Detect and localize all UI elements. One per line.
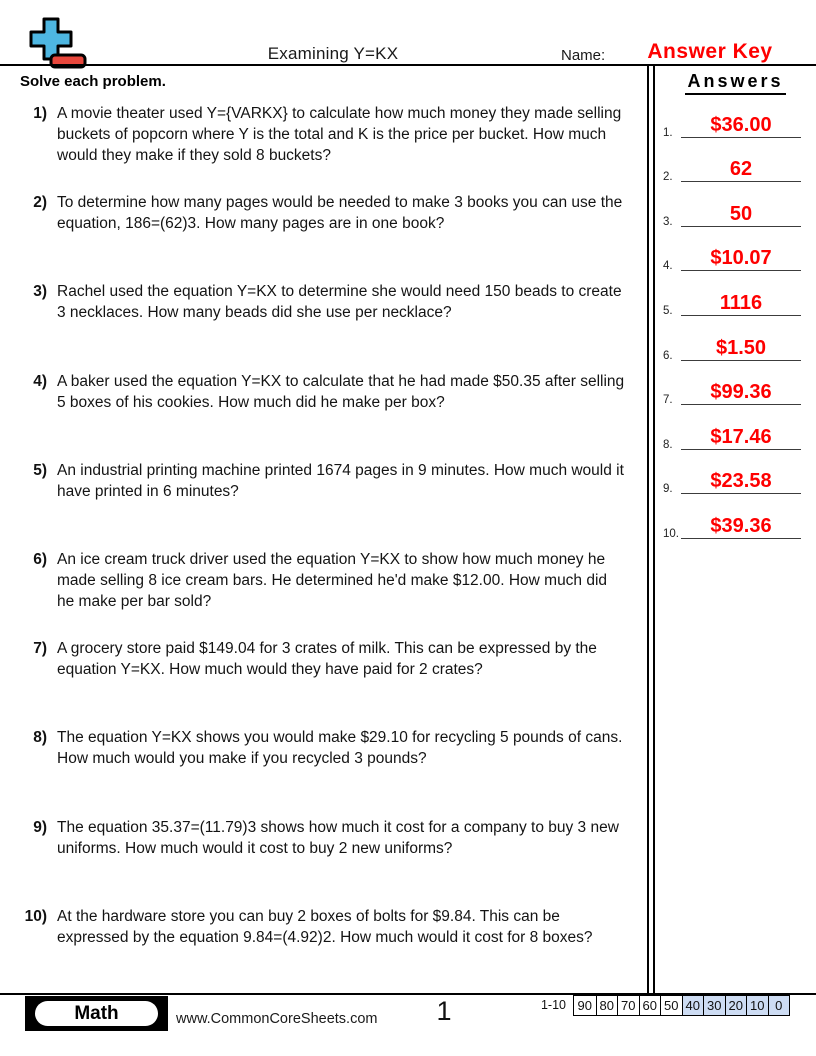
answer-value: 50 — [729, 202, 753, 225]
question-number: 9) — [33, 818, 47, 836]
answer-blank-line — [681, 247, 801, 271]
questions-column — [0, 67, 647, 995]
score-cell: 70 — [617, 996, 639, 1015]
answer-8 — [655, 412, 816, 457]
answer-blank-line — [681, 426, 801, 450]
subject-label: Math — [35, 1001, 158, 1026]
answer-key-text: Answer Key — [647, 40, 773, 63]
score-cells — [573, 995, 790, 1016]
question-8 — [0, 727, 647, 816]
question-text: A baker used the equation Y=KX to calculate that he had made $50.35 after selling 5 boxes of his cookies. How much did he make per box? — [57, 372, 625, 411]
question-number: 6) — [33, 550, 47, 568]
column-divider — [647, 66, 655, 995]
name-label: Name: — [561, 47, 606, 64]
answer-1 — [655, 100, 816, 145]
answer-blank-line — [681, 515, 801, 539]
score-cell: 90 — [574, 996, 596, 1015]
answer-number: 9. — [663, 483, 673, 496]
question-3 — [0, 281, 647, 370]
score-range-label: 1-10 — [540, 998, 566, 1012]
score-cell: 0 — [768, 996, 790, 1015]
answer-value: $39.36 — [710, 514, 772, 537]
subject-badge — [25, 996, 168, 1031]
question-number: 8) — [33, 729, 47, 747]
website-url: www.CommonCoreSheets.com — [176, 1011, 378, 1027]
question-text: To determine how many pages would be needed to make 3 books you can use the equation, 186=(62)3. How many pages are in one book? — [57, 194, 623, 233]
answer-value: $1.50 — [715, 336, 767, 359]
answer-2 — [655, 145, 816, 190]
page-title: Examining Y=KX — [267, 44, 399, 63]
answer-blank-line — [681, 158, 801, 182]
answer-7 — [655, 368, 816, 413]
answer-6 — [655, 323, 816, 368]
answer-blank-line — [681, 470, 801, 494]
question-text: A grocery store paid $149.04 for 3 crates of milk. This can be expressed by the equation Y=KX. How much would they have paid for 2 crates? — [57, 640, 597, 679]
score-cell: 10 — [746, 996, 768, 1015]
answer-number: 1. — [663, 126, 673, 139]
instructions-text: Solve each problem. — [20, 73, 166, 90]
answer-10 — [655, 501, 816, 546]
question-text: At the hardware store you can buy 2 boxes of bolts for $9.84. This can be expressed by the equation 9.84=(4.92)2. How much would it cost for 8 boxes? — [57, 907, 593, 946]
answer-number: 3. — [663, 215, 673, 228]
answer-3 — [655, 189, 816, 234]
answer-blank-line — [681, 292, 801, 316]
answer-value: $23.58 — [710, 470, 772, 493]
answers-heading: Answers — [685, 71, 785, 95]
answer-value: 1116 — [719, 291, 763, 314]
question-number: 3) — [33, 283, 47, 301]
question-6 — [0, 549, 647, 638]
answer-list — [655, 100, 816, 546]
question-text: Rachel used the equation Y=KX to determine she would need 150 beads to create 3 necklaces. How many beads did she use per necklace? — [57, 283, 622, 322]
answer-blank-line — [681, 203, 801, 227]
question-number: 1) — [33, 105, 47, 122]
answer-value: $99.36 — [710, 381, 772, 404]
score-cell: 40 — [682, 996, 704, 1015]
question-number: 5) — [33, 461, 47, 479]
question-text: An industrial printing machine printed 1674 pages in 9 minutes. How much would it have printed in 6 minutes? — [57, 461, 624, 500]
answer-value: $36.00 — [710, 113, 772, 136]
answer-value: $10.07 — [710, 247, 772, 270]
question-text: The equation 35.37=(11.79)3 shows how much it cost for a company to buy 3 new uniforms. How much would it cost to buy 2 new uniforms? — [57, 818, 619, 857]
question-number: 4) — [33, 372, 47, 390]
answer-number: 2. — [663, 171, 673, 184]
answer-number: 10. — [663, 527, 679, 540]
score-cell: 50 — [660, 996, 682, 1015]
question-7 — [0, 638, 647, 727]
score-cell: 30 — [703, 996, 725, 1015]
header-divider — [0, 64, 816, 66]
answer-number: 8. — [663, 438, 673, 451]
question-number: 10) — [24, 907, 47, 925]
question-text: An ice cream truck driver used the equation Y=KX to show how much money he made selling 8 ice cream bars. He determined he'd make $12.00. How much did he make per bar sold? — [57, 550, 608, 610]
answer-number: 6. — [663, 349, 673, 362]
question-4 — [0, 371, 647, 460]
question-1 — [0, 103, 647, 192]
question-2 — [0, 192, 647, 281]
page-number: 1 — [436, 996, 452, 1026]
answer-blank-line — [681, 381, 801, 405]
question-text: A movie theater used Y={VARKX} to calculate how much money they made selling buckets of popcorn where Y is the total and K is the price per bucket. How much would they make if they sold 8 buckets? — [57, 105, 622, 164]
score-table — [541, 995, 790, 1016]
answer-5 — [655, 278, 816, 323]
answer-4 — [655, 234, 816, 279]
question-text: The equation Y=KX shows you would make $29.10 for recycling 5 pounds of cans. How much would you make if you recycled 3 pounds? — [57, 729, 623, 768]
score-cell: 60 — [639, 996, 661, 1015]
answer-value: $17.46 — [710, 425, 772, 448]
answer-number: 7. — [663, 394, 673, 407]
answer-9 — [655, 457, 816, 502]
answer-blank-line — [681, 114, 801, 138]
question-number: 2) — [33, 194, 47, 212]
question-9 — [0, 817, 647, 906]
answer-number: 4. — [663, 260, 673, 273]
answer-value: 62 — [729, 158, 753, 181]
question-10 — [0, 906, 647, 995]
question-list — [0, 103, 647, 995]
question-5 — [0, 460, 647, 549]
score-cell: 20 — [725, 996, 747, 1015]
answers-column — [655, 67, 816, 995]
answer-number: 5. — [663, 304, 673, 317]
score-cell: 80 — [596, 996, 618, 1015]
question-number: 7) — [33, 640, 47, 658]
answer-blank-line — [681, 337, 801, 361]
